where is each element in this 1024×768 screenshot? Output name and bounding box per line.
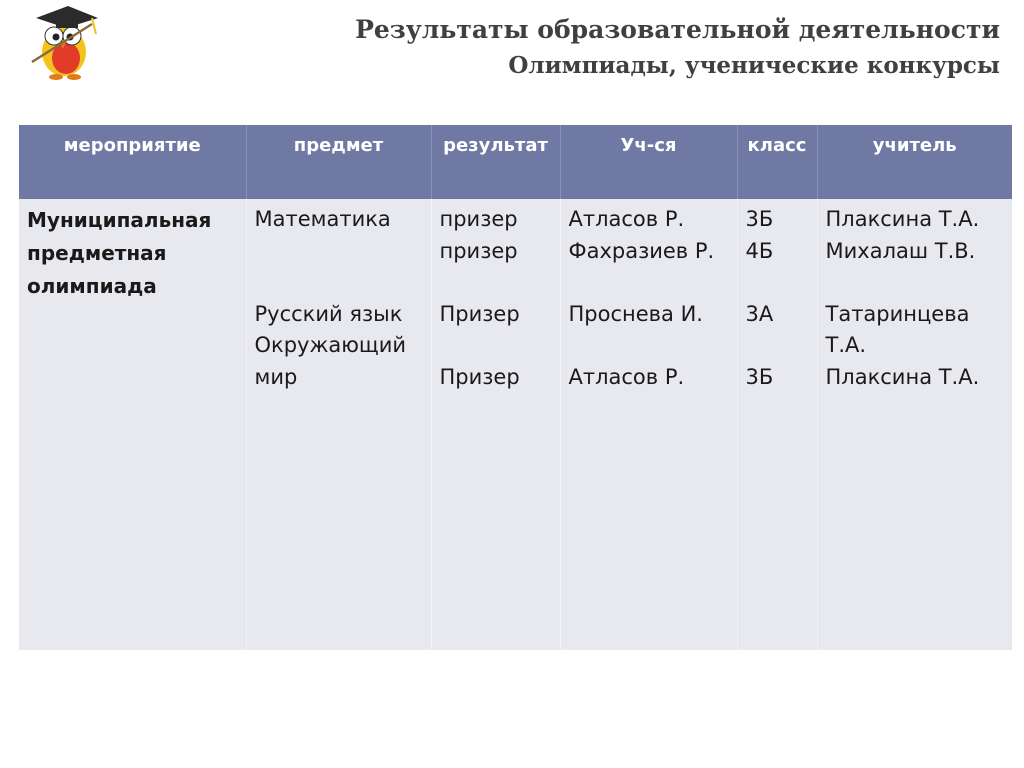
teacher-line: Михалаш Т.В. — [825, 238, 976, 263]
class-line: 3Б — [745, 364, 774, 389]
result-line: призер — [439, 207, 518, 231]
result-line — [440, 330, 554, 362]
subject-line: Русский язык — [254, 301, 403, 326]
class-line: 4Б — [745, 238, 774, 263]
column-header-class: класс — [737, 125, 817, 199]
student-line: Проснева И. — [568, 301, 703, 326]
result-line: призер — [439, 238, 518, 263]
column-header-teacher: учитель — [817, 125, 1012, 199]
subject-cell — [246, 199, 431, 650]
subject-line — [255, 267, 425, 299]
subject-line: Математика — [254, 207, 391, 231]
column-header-event: мероприятие — [19, 125, 246, 199]
class-line — [746, 330, 811, 362]
student-line: Атласов Р. — [568, 207, 685, 231]
column-header-student: Уч-ся — [560, 125, 737, 199]
result-line — [440, 267, 554, 299]
event-cell — [19, 199, 246, 650]
table-row — [19, 199, 1012, 650]
result-line: Призер — [439, 364, 520, 389]
teacher-line — [826, 267, 1007, 299]
teacher-line: Т.А. — [825, 333, 867, 357]
event-line: предметная — [27, 241, 167, 265]
class-line: 3Б — [745, 207, 774, 231]
event-line: олимпиада — [27, 274, 157, 298]
result-cell — [431, 199, 560, 650]
class-line — [746, 267, 811, 299]
column-header-result: результат — [431, 125, 560, 199]
owl-logo — [22, 0, 110, 84]
student-line: Фахразиев Р. — [568, 238, 715, 263]
student-cell — [560, 199, 737, 650]
title-line-2: Олимпиады, ученические конкурсы — [508, 52, 1000, 79]
slide-title — [355, 14, 1000, 82]
event-line: Муниципальная — [27, 208, 212, 232]
column-header-subject: предмет — [246, 125, 431, 199]
teacher-line: Татаринцева — [825, 301, 970, 326]
title-line-1: Результаты образовательной деятельности — [355, 15, 1000, 44]
subject-line: Окружающий — [254, 333, 407, 357]
student-line — [569, 330, 731, 362]
subject-line: мир — [254, 364, 298, 389]
teacher-line: Плаксина Т.А. — [825, 364, 980, 389]
subject-line — [255, 236, 425, 268]
class-cell — [737, 199, 817, 650]
result-line: Призер — [439, 301, 520, 326]
results-table — [19, 125, 1012, 650]
teacher-cell — [817, 199, 1012, 650]
class-line: 3А — [745, 301, 774, 326]
teacher-line: Плаксина Т.А. — [825, 207, 980, 231]
student-line: Атласов Р. — [568, 364, 685, 389]
student-line — [569, 267, 731, 299]
table-header-row — [19, 125, 1012, 199]
owl-graduate-icon — [22, 0, 110, 84]
